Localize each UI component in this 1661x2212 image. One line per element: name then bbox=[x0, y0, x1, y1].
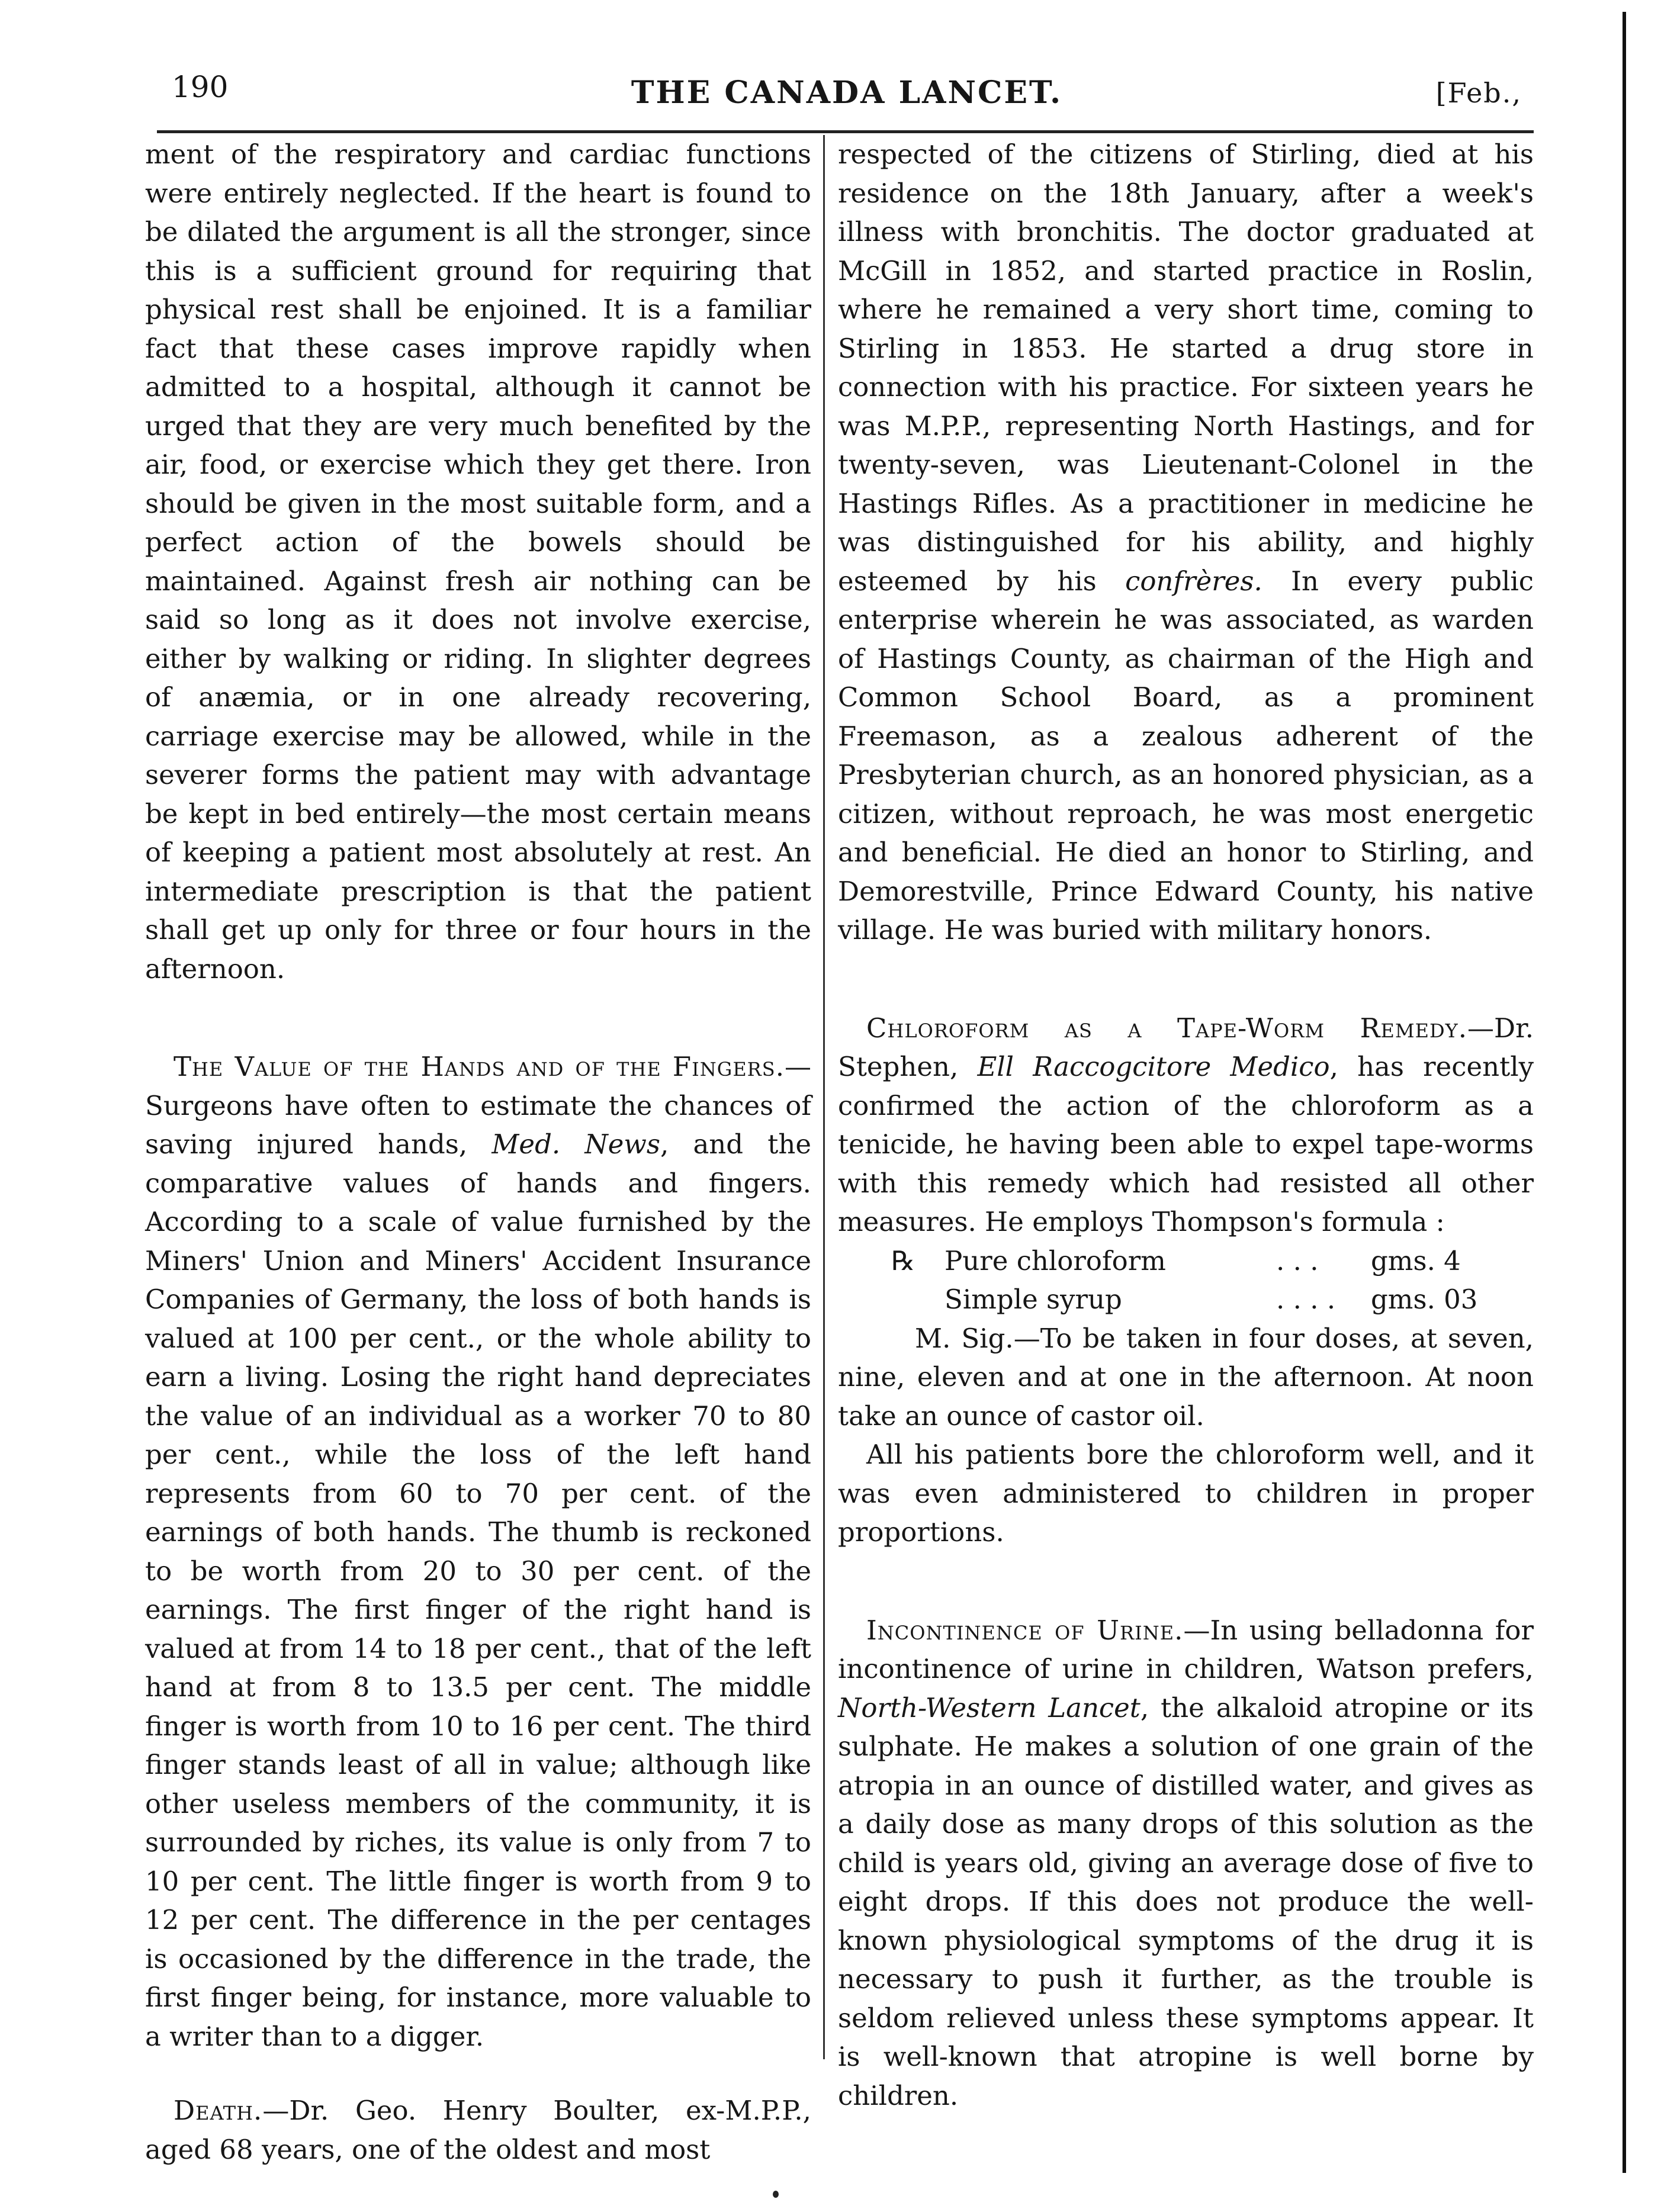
ingredient-amount: gms. 03 bbox=[1371, 1284, 1478, 1315]
month-label: [Feb., bbox=[1435, 77, 1522, 109]
death-article bbox=[145, 2091, 811, 2169]
page-edge-shadow bbox=[1623, 12, 1626, 2173]
chloroform-source: Ell Raccogcitore Medico bbox=[977, 1051, 1330, 1082]
death-heading: Death. bbox=[174, 2095, 263, 2126]
death-confreres: confrères. bbox=[1125, 565, 1262, 597]
prescription-line bbox=[891, 1242, 1534, 1281]
incontinence-article bbox=[838, 1611, 1534, 2115]
leader-dots: . . . bbox=[1276, 1245, 1319, 1277]
page-header bbox=[172, 70, 1522, 129]
chloroform-conclusion: All his patients bore the chloroform well, and it was even administered to children in proper proportions. bbox=[838, 1439, 1534, 1548]
right-column bbox=[838, 135, 1534, 2115]
ingredient-name: Simple syrup bbox=[944, 1284, 1122, 1315]
recipe-symbol: ℞ bbox=[891, 1245, 915, 1277]
chloroform-heading: Chloroform as a Tape-Worm Remedy. bbox=[866, 1012, 1468, 1044]
prescription-line bbox=[891, 1280, 1534, 1319]
incontinence-source: North-Western Lancet bbox=[838, 1692, 1140, 1724]
death-body: —Dr. Geo. Henry Boulter, ex-M.P.P., aged 68 years, one of the oldest and most bbox=[145, 2095, 811, 2165]
ingredient-name: Pure chloroform bbox=[944, 1245, 1166, 1277]
leader-dots: . . . . bbox=[1276, 1284, 1336, 1315]
incontinence-heading: Incontinence of Urine. bbox=[866, 1614, 1184, 1646]
hands-heading: The Value of the Hands and of the Fingers. bbox=[174, 1051, 785, 1082]
ink-dot bbox=[773, 2191, 779, 2198]
chloroform-body-a: —Dr. Stephen, bbox=[838, 1012, 1534, 1082]
hands-body-a: —Surgeons have often to estimate the chances of saving injured hands, bbox=[145, 1051, 811, 1160]
chloroform-article bbox=[838, 1009, 1534, 1242]
running-title: THE CANADA LANCET. bbox=[631, 75, 1063, 111]
ingredient-amount: gms. 4 bbox=[1371, 1245, 1461, 1277]
incontinence-body-a: —In using belladonna for incontinence of urine in children, Watson prefers, bbox=[838, 1614, 1534, 1684]
hands-body-b: , and the comparative values of hands and fingers. According to a scale of value furnished by the Miners' Union and Miners' Accident Insurance Companies of Germany, the loss of both hands is valued at 100 per cent., or the whole ability to earn a living. Losing the right hand depreciates the value of an individual as a worker 70 to 80 per cent., while the loss of the left hand represents from 60 to 70 per cent. of the earnings of both hands. The thumb is reckoned to be worth from 20 to 30 per cent. of the earnings. The first finger of the right hand is valued at from 14 to 18 per cent., that of the left hand at from 8 to 13.5 per cent. The middle finger is worth from 10 to 16 per cent. The third finger stands least of all in value; although like other useless members of the community, it is surrounded by riches, its value is only from 7 to 10 per cent. The little finger is worth from 9 to 12 per cent. The difference in the per centages is occasioned by the difference in the trade, the first finger being, for instance, more valuable to a writer than to a digger. bbox=[145, 1128, 811, 2052]
anaemia-paragraph: ment of the respiratory and cardiac functions were entirely neglected. If the heart is found to be dilated the argument is all the stronger, since this is a sufficient ground for requiring that physical rest shall be enjoined. It is a familiar fact that these cases improve rapidly when admitted to a hospital, although it cannot be urged that they are very much benefited by the air, food, or exercise which they get there. Iron should be given in the most suitable form, and a perfect action of the bowels should be maintained. Against fresh air nothing can be said so long as it does not involve exercise, either by walking or riding. In slighter degrees of anæmia, or in one already recovering, carriage exercise may be allowed, while in the severer forms the patient may with advantage be kept in bed entirely—the most certain means of keeping a patient most absolutely at rest. An intermediate prescription is that the patient shall get up only for three or four hours in the afternoon. bbox=[145, 139, 811, 985]
header-rule bbox=[157, 130, 1534, 133]
hands-article bbox=[145, 1047, 811, 2056]
column-divider bbox=[823, 135, 825, 2059]
hands-source: Med. News bbox=[491, 1128, 660, 1160]
chloroform-body-b: , has recently confirmed the action of the chloroform as a tenicide, he having been able to expel tape-worms with this remedy which had resisted all other measures. He employs Thompson's formula : bbox=[838, 1051, 1534, 1237]
death-continuation bbox=[838, 135, 1534, 950]
death-cont-b: In every public enterprise wherein he was associated, as warden of Hastings County, as chairman of the High and Common School Board, as a prominent Freemason, as a zealous adherent of the Presbyterian church, as an honored physician, as a citizen, without reproach, he was most energetic and beneficial. He died an honor to Stirling, and Demorestville, Prince Edward County, his native village. He was buried with military honors. bbox=[838, 565, 1534, 946]
left-column bbox=[145, 135, 811, 2169]
page-number: 190 bbox=[172, 70, 229, 104]
incontinence-body-b: , the alkaloid atropine or its sulphate. He makes a solution of one grain of the atropia in an ounce of distilled water, and gives as a daily dose as many drops of this solution as the child is years old, giving an average dose of five to eight drops. If this does not produce the well-known physiological symptoms of the drug it is necessary to push it further, as the trouble is seldom relieved unless these symptoms appear. It is well-known that atropine is well borne by children. bbox=[838, 1692, 1534, 2111]
prescription-signa: M. Sig.—To be taken in four doses, at seven, nine, eleven and at one in the afternoon. At noon take an ounce of castor oil. bbox=[838, 1322, 1534, 1432]
prescription bbox=[838, 1242, 1534, 1319]
death-cont-a: respected of the citizens of Stirling, died at his residence on the 18th January, after a week's illness with bronchitis. The doctor graduated at McGill in 1852, and started practice in Roslin, where he remained a very short time, coming to Stirling in 1853. He started a drug store in connection with his practice. For sixteen years he was M.P.P., representing North Hastings, and for twenty-seven, was Lieutenant-Colonel in the Hastings Rifles. As a practitioner in medicine he was distinguished for his ability, and highly esteemed by his bbox=[838, 139, 1534, 597]
